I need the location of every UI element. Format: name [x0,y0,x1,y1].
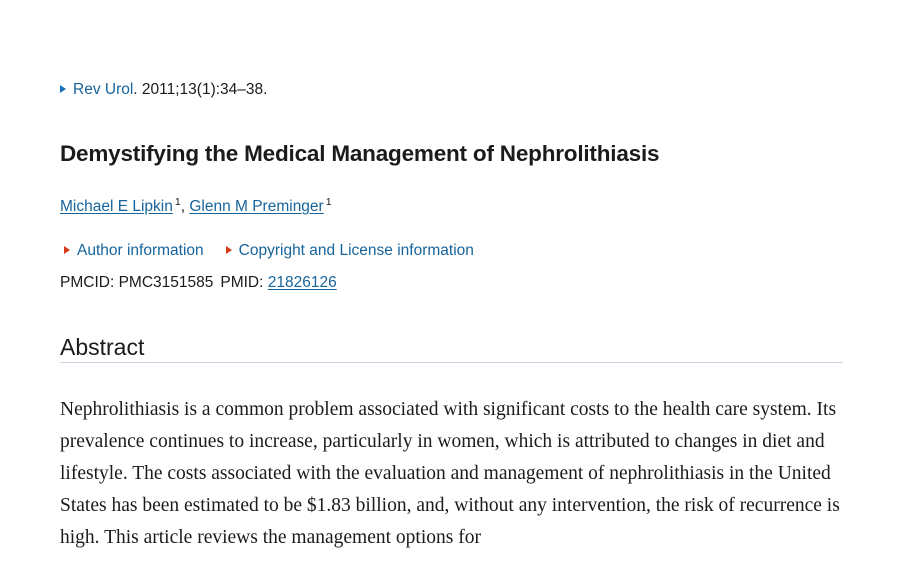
copyright-license-toggle[interactable]: Copyright and License information [238,242,474,259]
metadata-toggles [64,241,474,261]
author-separator: , [180,198,186,215]
page-title: Demystifying the Medical Management of Nephrolithiasis [60,141,660,166]
article-identifiers [60,273,337,293]
journal-link[interactable]: Rev Urol [73,81,134,98]
author-link-lipkin[interactable]: Michael E Lipkin [60,198,173,215]
author-list [60,192,332,217]
author-affiliation-marker: 1 [325,196,332,208]
section-divider [60,362,843,363]
triangle-right-icon[interactable] [226,246,232,254]
author-link-preminger[interactable]: Glenn M Preminger [189,198,324,215]
citation-details: . 2011;13(1):34–38. [133,81,268,98]
pmcid-value: PMC3151585 [118,274,214,291]
journal-citation [60,80,267,100]
abstract-heading: Abstract [60,334,145,360]
triangle-right-icon[interactable] [60,85,66,93]
abstract-text: Nephrolithiasis is a common problem associated with significant costs to the health care system. Its prevalence continues to increase, particularly in women, which is attributed to changes in diet and lifestyle. The costs associated with the evaluation and management of nephrolithiasis in the United States has been estimated to be $1.83 billion, and, without any intervention, the risk of recurrence is high. This article reviews the management options for [60,399,840,548]
pmid-link[interactable]: 21826126 [267,274,337,291]
triangle-right-icon[interactable] [64,246,70,254]
pmid-label: PMID: [220,274,264,291]
author-information-toggle[interactable]: Author information [77,242,204,259]
author-affiliation-marker: 1 [174,196,181,208]
pmcid-label: PMCID: [60,274,115,291]
